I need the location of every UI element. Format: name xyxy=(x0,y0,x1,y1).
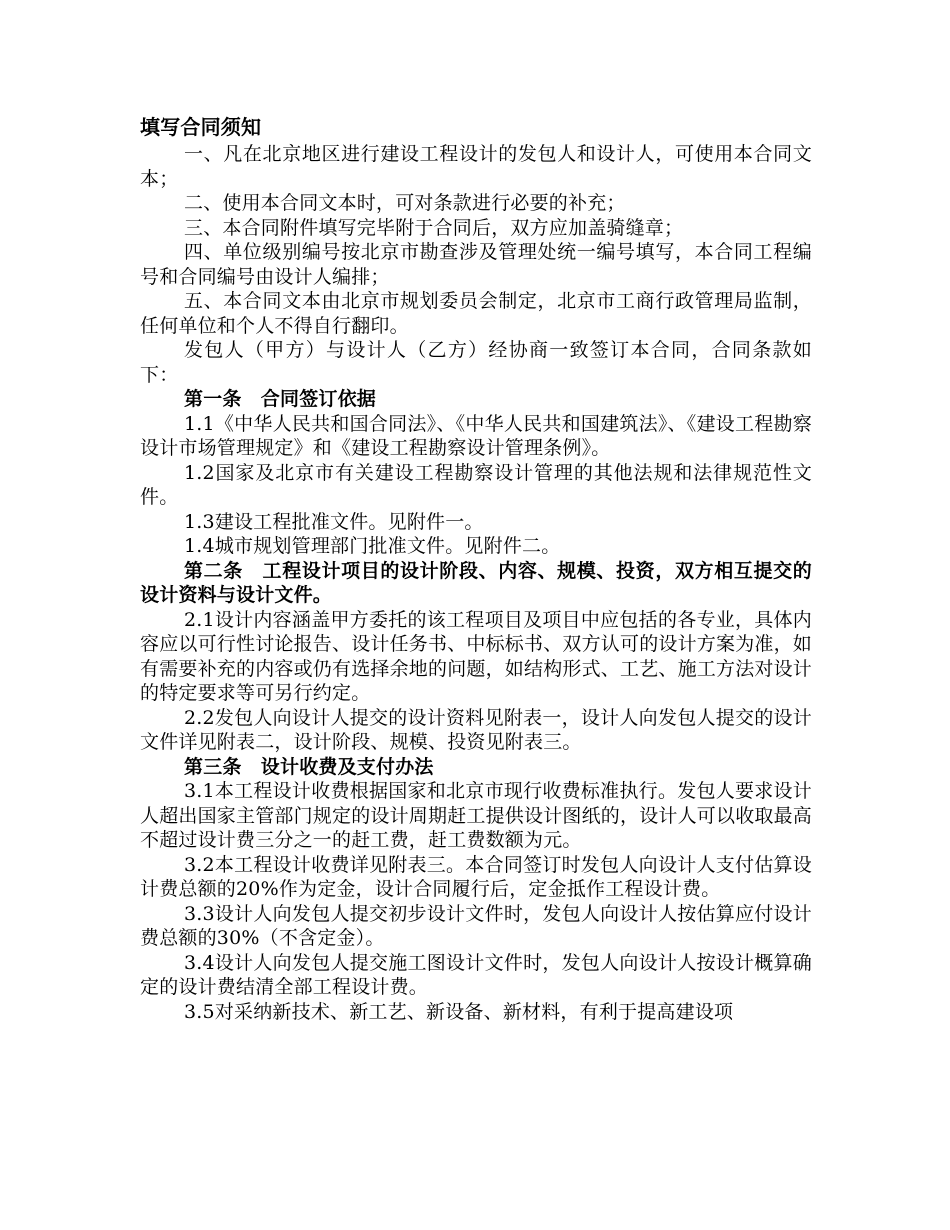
clause-1-2: 1.2国家及北京市有关建设工程勘察设计管理的其他法规和法律规范性文件。 xyxy=(140,461,812,508)
notice-item-3: 三、本合同附件填写完毕附于合同后，双方应加盖骑缝章； xyxy=(184,216,684,239)
clause-1-4: 1.4城市规划管理部门批准文件。见附件二。 xyxy=(184,535,561,557)
clause-2-2: 2.2发包人向设计人提交的设计资料见附表一，设计人向发包人提交的设计文件详见附表二，设计阶段、规模、投资见附表三。 xyxy=(140,706,812,753)
clause-2-1: 2.1设计内容涵盖甲方委托的该工程项目及项目中应包括的各专业，具体内容应以可行性讨论报告、设计任务书、中标标书、双方认可的设计方案为准，如有需要补充的内容或仍有选择余地的问题，如结构形式、工艺、施工方法对设计的特定要求等可另行约定。 xyxy=(140,608,813,704)
notice-item-4: 四、单位级别编号按北京市勘查涉及管理处统一编号填写，本合同工程编号和合同编号由设计人编排； xyxy=(140,241,812,288)
notice-item-1: 一、凡在北京地区进行建设工程设计的发包人和设计人，可使用本合同文本； xyxy=(140,143,812,190)
clause-3-4: 3.4设计人向发包人提交施工图设计文件时，发包人向设计人按设计概算确定的设计费结清全部工程设计费。 xyxy=(140,951,812,998)
document-body xyxy=(140,112,812,1024)
clause-3-2: 3.2本工程设计收费详见附表三。本合同签订时发包人向设计人支付估算设计费总额的20%作为定金，设计合同履行后，定金抵作工程设计费。 xyxy=(140,853,812,900)
article-3-heading: 第三条 设计收费及支付办法 xyxy=(184,755,434,778)
clause-3-1: 3.1本工程设计收费根据国家和北京市现行收费标准执行。发包人要求设计人超出国家主管部门规定的设计周期赶工提供设计图纸的，设计人可以收取最高不超过设计费三分之一的赶工费，赶工费数额为元。 xyxy=(140,780,813,851)
clause-3-3: 3.3设计人向发包人提交初步设计文件时，发包人向设计人按估算应付设计费总额的30%（不含定金）。 xyxy=(140,902,812,949)
notice-item-5: 五、本合同文本由北京市规划委员会制定，北京市工商行政管理局监制，任何单位和个人不得自行翻印。 xyxy=(140,290,812,337)
document-title: 填写合同须知 xyxy=(140,115,262,139)
article-2-heading: 第二条 工程设计项目的设计阶段、内容、规模、投资，双方相互提交的设计资料与设计文件。 xyxy=(140,559,812,606)
clause-1-1: 1.1《中华人民共和国合同法》、《中华人民共和国建筑法》、《建设工程勘察设计市场管理规定》和《建设工程勘察设计管理条例》。 xyxy=(140,412,812,459)
notice-item-2: 二、使用本合同文本时，可对条款进行必要的补充； xyxy=(184,192,626,214)
contract-preamble: 发包人（甲方）与设计人（乙方）经协商一致签订本合同，合同条款如下： xyxy=(140,339,812,386)
article-1-heading: 第一条 合同签订依据 xyxy=(184,388,377,410)
clause-3-5: 3.5对采纳新技术、新工艺、新设备、新材料，有利于提高建设项 xyxy=(184,1000,734,1023)
clause-1-3: 1.3建设工程批准文件。见附件一。 xyxy=(184,510,484,533)
